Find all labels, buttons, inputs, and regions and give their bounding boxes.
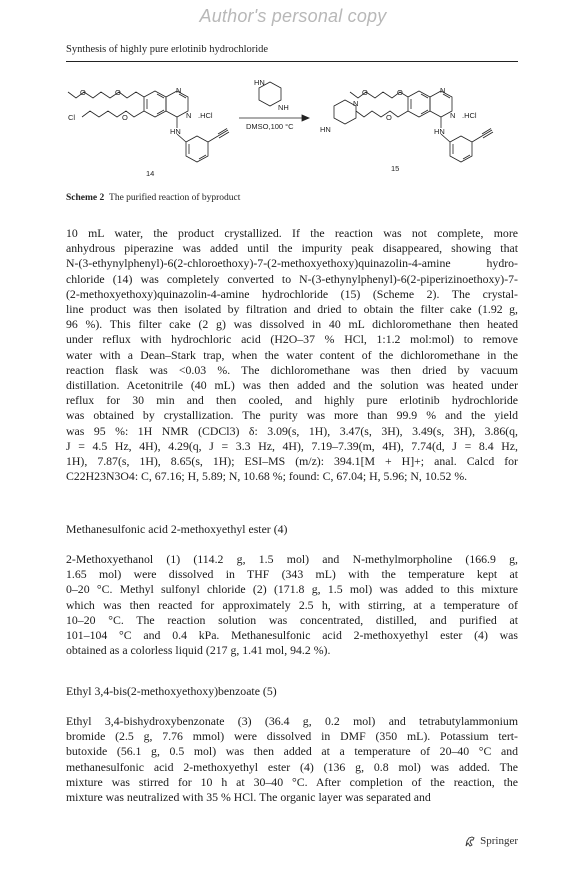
springer-horse-icon	[463, 834, 477, 848]
scheme-caption	[66, 193, 240, 203]
text-line: distillation. Acetonitrile (40 mL) was then added and the solution was heated under	[66, 378, 518, 393]
publisher-logo	[463, 834, 518, 848]
text-line: Ethyl 3,4-bishydroxybenzonate (3) (36.4 g, 0.2 mol) and tetrabutylammonium	[66, 714, 518, 728]
hcl-label: .HCl	[198, 111, 213, 120]
amine-label: HN	[434, 127, 445, 136]
atom-label: O	[115, 88, 121, 97]
text-line: N-(3-ethynylphenyl)-6(2-chloroethoxy)-7-(2-methoxyethoxy)quinazolin-4-amine hydro-	[66, 256, 518, 271]
paragraph-ethyl-benzoate	[66, 714, 518, 805]
text-line: methanesulfonic acid 2-methoxyethyl ester (4) (136 g, 0.8 mol) was added. The	[66, 759, 518, 774]
text-line: reaction flask was <0.03 %. The dichloromethane was then dried by vacuum	[66, 362, 518, 377]
section-heading-ethyl-benzoate: Ethyl 3,4-bis(2-methoxyethoxy)benzoate (5)	[66, 684, 277, 698]
text-line: was obtained by crystallization. The purity was more than 99.9 % and the yield	[66, 408, 518, 423]
text-line: C22H23N3O4: C, 67.16; H, 5.89; N, 10.68 %; found: C, 67.04; H, 5.96; N, 10.52 %.	[66, 469, 468, 484]
text-line: bromide (2.5 g, 7.76 mmol) were dissolved in DMF (350 mL). Potassium tert-	[66, 729, 518, 744]
reaction-scheme	[66, 66, 518, 184]
text-line: obtained as a colorless liquid (217 g, 1.41 mol, 94.2 %).	[66, 643, 331, 658]
atom-label: N	[450, 111, 456, 120]
header-rule	[66, 61, 518, 62]
paragraph-erlotinib-purification	[66, 226, 518, 484]
scheme-caption-text: The purified reaction of byproduct	[109, 193, 241, 203]
text-line: 2-Methoxyethanol (1) (114.2 g, 1.5 mol) and N-methylmorpholine (166.9 g,	[66, 552, 518, 566]
atom-label: O	[362, 88, 368, 97]
text-line: butoxide (56.1 g, 0.5 mol) was then added at a temperature of 20–40 °C and	[66, 744, 518, 759]
atom-label: O	[122, 113, 128, 122]
piperazine-hn-label: HN	[320, 125, 331, 134]
text-line: 1H), 7.87(s, 1H), 8.65(s, 1H); ESI–MS (m/z): 394.1[M + H]+; anal. Calcd for	[66, 454, 518, 469]
text-line: 96 %). This filter cake (2 g) was dissolved in 40 mL dichloromethane then heated	[66, 317, 518, 332]
atom-label: N	[440, 86, 446, 95]
text-line: 101–104 °C and 0.4 kPa. Methanesulfonic acid 2-methoxyethyl ester (4) was	[66, 628, 518, 643]
reaction-conditions: DMSO,100 °C	[246, 122, 294, 131]
text-line: J = 4.5 Hz, 4H), 4.29(q, J = 3.3 Hz, 4H), 7.19–7.39(m, 4H), 7.74(d, J = 8.4 Hz,	[66, 438, 518, 453]
text-line: which was then reacted for approximately 2.5 h, with stirring, at a temperature of	[66, 597, 518, 612]
text-line: 0–20 °C. Methyl sulfonyl chloride (2) (171.8 g, 1.5 mol) was added to this mixture	[66, 582, 518, 597]
atom-label: N	[176, 86, 182, 95]
compound-number-14: 14	[146, 169, 155, 178]
text-line: anhydrous piperazine was added until the impurity peak disappeared, showing that	[66, 241, 518, 256]
atom-label: O	[80, 88, 86, 97]
text-line: mixture was neutralized with 35 % HCl. The organic layer was separated and	[66, 790, 431, 805]
text-line: water with a Dean–Stark trap, when the water content of the dichloromethane in the	[66, 347, 518, 362]
compound-number-15: 15	[391, 164, 400, 173]
text-line: (2-methoxyethoxy)quinazolin-4-amine hydrochloride (15) (Scheme 2). The crystal-	[66, 286, 518, 301]
author-copy-watermark: Author's personal copy	[199, 6, 387, 26]
text-line: was 95 %: 1H NMR (CDCl3) δ: 3.09(s, 1H), 3.47(s, 3H), 3.49(s, 3H), 3.86(q,	[66, 423, 518, 438]
text-line: line product was then isolated by filtration and dried to obtain the filter cake (1.92 g,	[66, 302, 518, 317]
running-head: Synthesis of highly pure erlotinib hydrochloride	[66, 44, 269, 55]
piperazine-n-label: N	[353, 99, 359, 108]
text-line: reflux for 30 min and then cooled, and highly pure erlotinib hydrochloride	[66, 393, 518, 408]
text-line: 10 mL water, the product crystallized. If the reaction was not complete, more	[66, 226, 518, 240]
text-line: chloride (14) was completely converted to N-(3-ethynylphenyl)-6(2-piperizinoethoxy)-7-	[66, 271, 518, 286]
paragraph-methanesulfonic-ester	[66, 552, 518, 658]
publisher-name: Springer	[480, 835, 518, 847]
reagent-hn-label: HN	[254, 78, 265, 87]
text-line: mixture was stirred for 10 h at 30–40 °C. After completion of the reaction, the	[66, 774, 518, 789]
atom-label: O	[386, 113, 392, 122]
text-line: 1.65 mol) were dissolved in THF (343 mL) with the temperature kept at	[66, 567, 518, 582]
atom-label: O	[397, 88, 403, 97]
atom-label: N	[186, 111, 192, 120]
hcl-label: .HCl	[462, 111, 477, 120]
amine-label: HN	[170, 127, 181, 136]
text-line: 10–20 °C. The reaction solution was concentrated, distilled, and purified at	[66, 612, 518, 627]
scheme-caption-label: Scheme 2	[66, 193, 105, 203]
chlorine-label: Cl	[68, 113, 76, 122]
reagent-nh-label: NH	[278, 103, 289, 112]
section-heading-methanesulfonic-ester: Methanesulfonic acid 2-methoxyethyl ester (4)	[66, 522, 288, 536]
text-line: under reflux with hydrochloric acid (H2O–37 % HCl, 1:1.2 mol:mol) to remove	[66, 332, 518, 347]
